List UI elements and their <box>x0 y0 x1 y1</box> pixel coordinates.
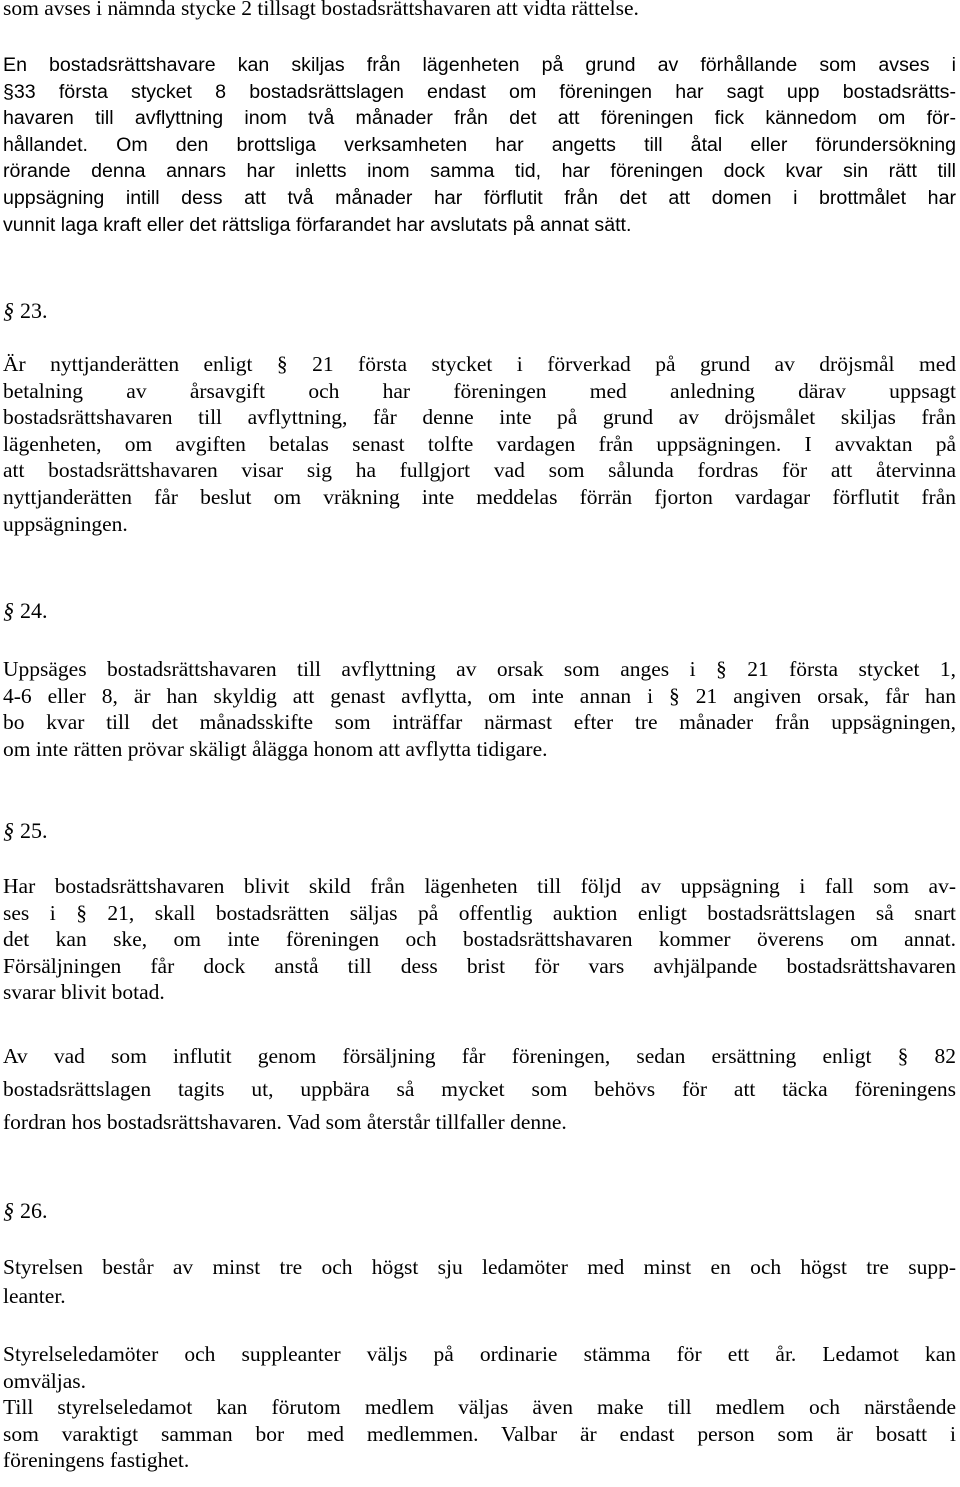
text-line: En bostadsrättshavare kan skiljas från lägenheten på grund av förhållande som avses i <box>3 54 956 76</box>
text-line: Har bostadsrättshavaren blivit skild från lägenheten till följd av uppsägning i fall som av- <box>3 874 956 898</box>
text-line: om inte rätten prövar skäligt ålägga honom att avflytta tidigare. <box>3 736 548 761</box>
section-26-paragraph-1 <box>3 1253 956 1311</box>
text-line: Till styrelseledamot kan förutom medlem väljas även make till medlem och närstående <box>3 1395 956 1420</box>
text-line: föreningens fastighet. <box>3 1448 190 1473</box>
text-line: leanter. <box>3 1284 66 1308</box>
text-line: ses i § 21, skall bostadsrätten säljas på offentlig auktion enligt bostadsrättslagen så snart <box>3 900 956 925</box>
section-symbol: § <box>3 1198 14 1223</box>
section-26-heading <box>3 1198 48 1224</box>
text-line: Uppsäges bostadsrättshavaren till avflyttning av orsak som anges i § 21 första stycket 1, <box>3 657 956 681</box>
text-line: uppsägning intill dess att två månader har förflutit från det att domen i brottmålet har <box>3 186 956 209</box>
text-line: Styrelseledamöter och suppleanter väljs på ordinarie stämma för ett år. Ledamot kan <box>3 1342 956 1366</box>
text-line: bostadsrättslagen tagits ut, uppbära så mycket som behövs för att täcka föreningens <box>3 1077 956 1101</box>
text-line: hållandet. Om den brottsliga verksamheten har angetts till åtal eller förundersökning <box>3 133 956 156</box>
text-line: Försäljningen får dock anstå till dess brist för vars avhjälpande bostadsrättshavaren <box>3 953 956 978</box>
text-line: Styrelsen består av minst tre och högst sju ledamöter med minst en och högst tre supp- <box>3 1255 956 1279</box>
text-line: havaren till avflyttning inom två månader från det att föreningen fick kännedom om för- <box>3 107 956 130</box>
text-line: det kan ske, om inte föreningen och bostadsrättshavaren kommer överens om annat. <box>3 927 956 952</box>
section-26-paragraph-2 <box>3 1341 956 1474</box>
text-line: Är nyttjanderätten enligt § 21 första stycket i förverkad på grund av dröjsmål med <box>3 352 956 376</box>
text-line: svarar blivit botad. <box>3 980 165 1005</box>
section-22-continuation <box>3 52 956 238</box>
text-line: uppsägningen. <box>3 511 128 536</box>
text-line: §33 första stycket 8 bostadsrättslagen endast om föreningen har sagt upp bostadsrätts- <box>3 80 956 103</box>
section-symbol: § <box>3 298 14 323</box>
text-line: omväljas. <box>3 1368 86 1393</box>
section-number: 23. <box>20 298 48 323</box>
text-line: betalning av årsavgift och har föreningen med anledning därav uppsagt <box>3 378 956 403</box>
text-line: som avses i nämnda stycke 2 tillsagt bostadsrättshavaren att vidta rättelse. <box>3 0 639 20</box>
continuation-paragraph <box>3 0 956 22</box>
section-number: 26. <box>20 1198 48 1223</box>
section-25-paragraph-2 <box>3 1040 956 1139</box>
section-symbol: § <box>3 598 14 623</box>
text-line: Av vad som influtit genom försäljning får föreningen, sedan ersättning enligt § 82 <box>3 1044 956 1068</box>
text-line: vunnit laga kraft eller det rättsliga förfarandet har avslutats på annat sätt. <box>3 213 632 236</box>
text-line: att bostadsrättshavaren visar sig ha fullgjort vad som sålunda fordras för att återvinna <box>3 458 956 483</box>
text-line: nyttjanderätten får beslut om vräkning inte meddelas förrän fjorton vardagar förflutit från <box>3 484 956 509</box>
text-line: bo kvar till det månadsskifte som inträffar närmast efter tre månader från uppsägningen, <box>3 710 956 735</box>
section-number: 24. <box>20 598 48 623</box>
section-23-paragraph <box>3 351 956 537</box>
text-line: rörande denna annars har inletts inom samma tid, har föreningen dock kvar sin rätt till <box>3 160 956 183</box>
text-line: 4-6 eller 8, är han skyldig att genast avflytta, om inte annan i § 21 angiven orsak, får han <box>3 683 956 708</box>
text-line: fordran hos bostadsrättshavaren. Vad som återstår tillfaller denne. <box>3 1110 567 1134</box>
section-24-heading <box>3 598 48 624</box>
section-symbol: § <box>3 818 14 843</box>
section-25-heading <box>3 818 48 844</box>
text-line: bostadsrättshavaren till avflyttning, får denne inte på grund av dröjsmålet skiljas från <box>3 405 956 430</box>
section-25-paragraph-1 <box>3 873 956 1006</box>
section-24-paragraph <box>3 656 956 762</box>
text-line: lägenheten, om avgiften betalas senast tolfte vardagen från uppsägningen. I avvaktan på <box>3 431 956 456</box>
text-line: som varaktigt samman bor med medlemmen. Valbar är endast person som är bosatt i <box>3 1421 956 1446</box>
section-23-heading <box>3 298 48 324</box>
section-number: 25. <box>20 818 48 843</box>
